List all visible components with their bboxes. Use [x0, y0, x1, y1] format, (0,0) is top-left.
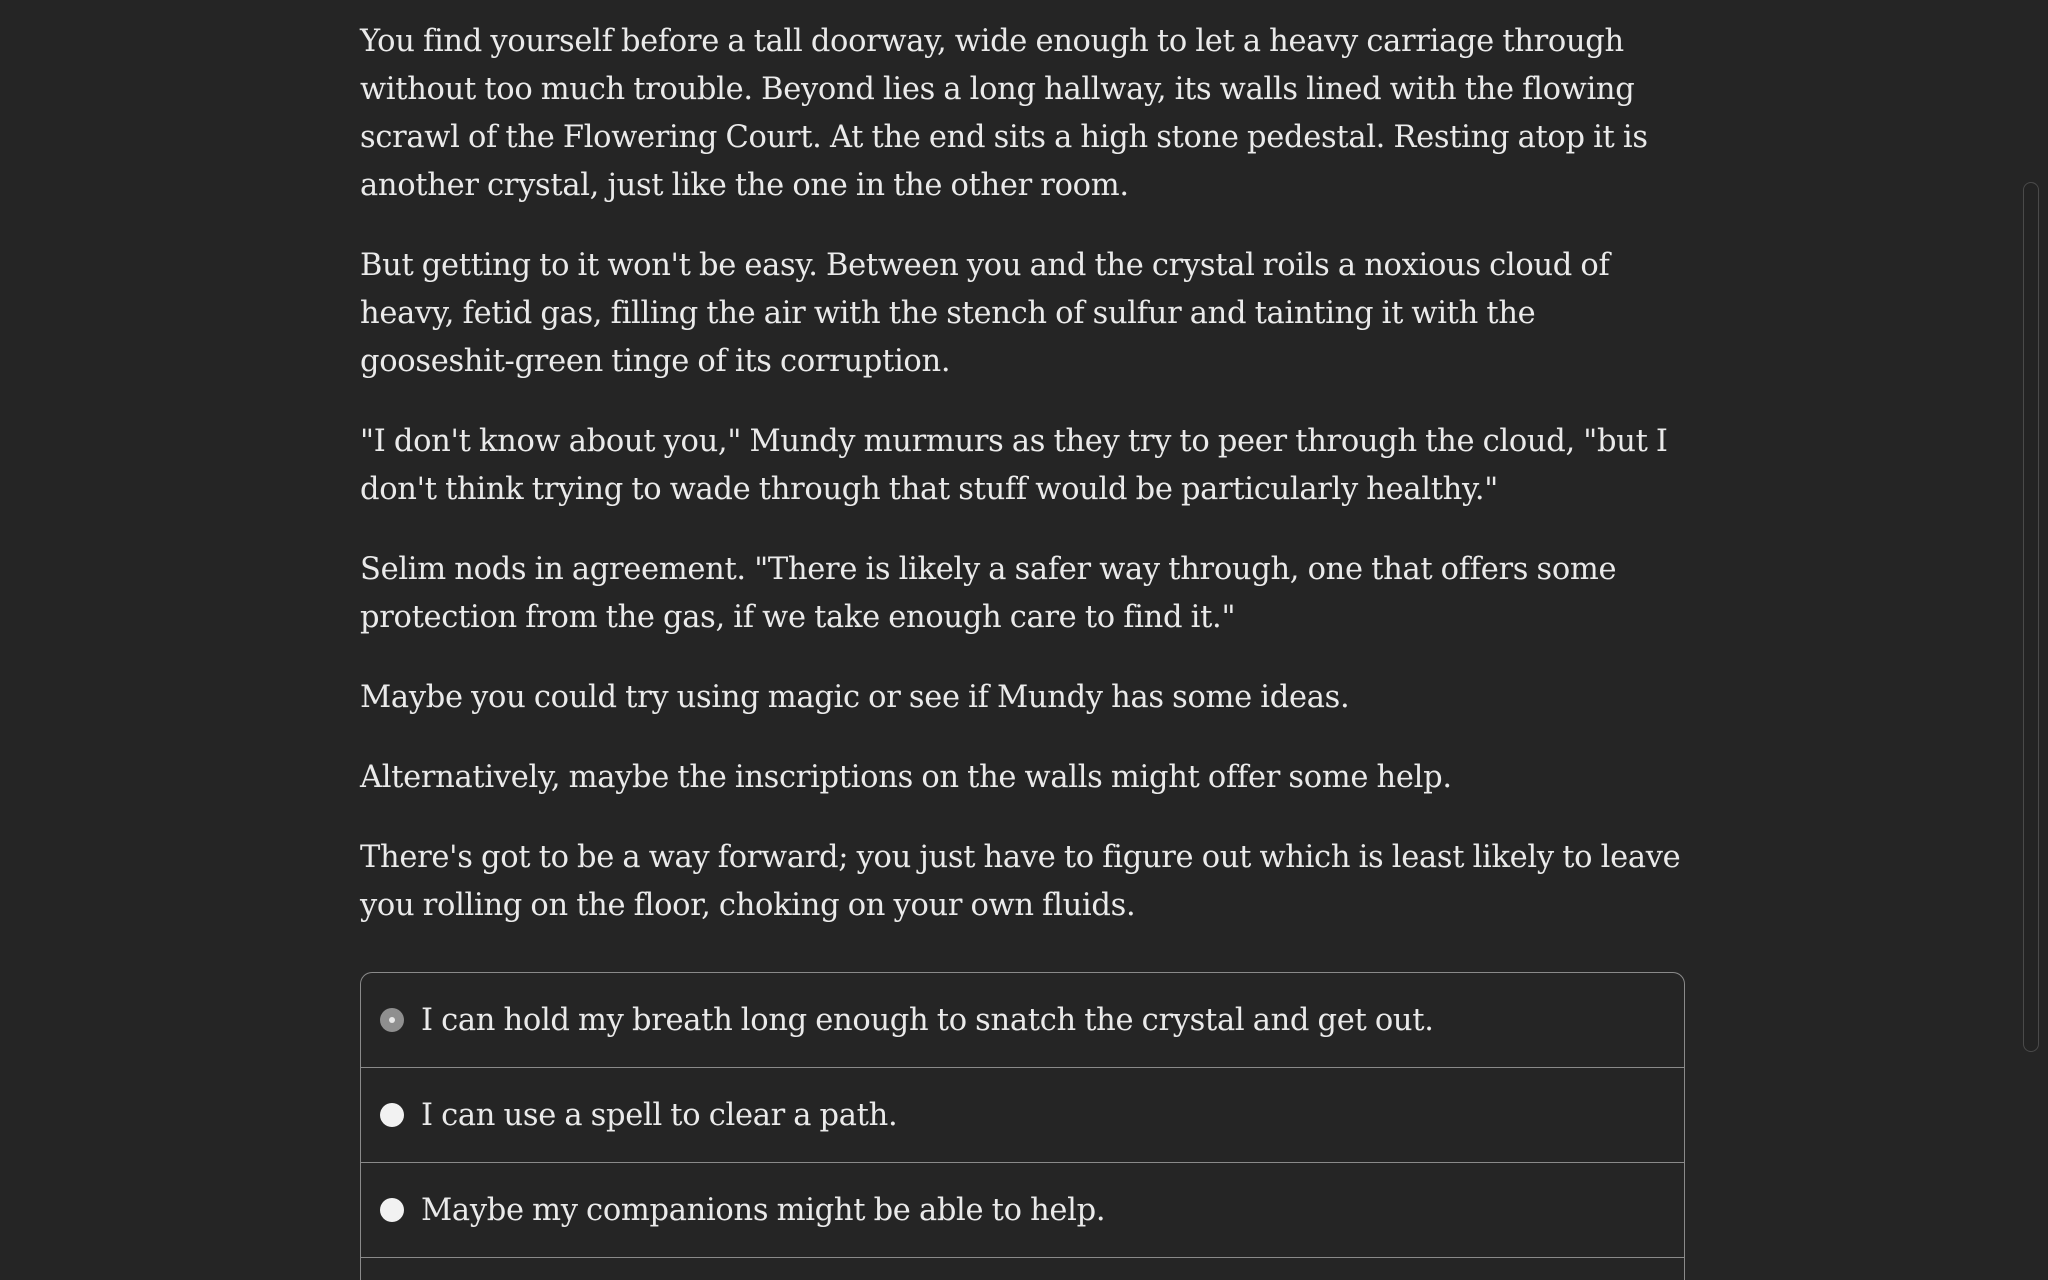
story-paragraph: There's got to be a way forward; you just have to figure out which is least likely to leave you rolling on the floor, choking on your own fluids. — [360, 840, 1681, 923]
choice-option-spell[interactable] — [361, 1068, 1684, 1163]
story-paragraph: You find yourself before a tall doorway, wide enough to let a heavy carriage through without too much trouble. Beyond lies a long hallway, its walls lined with the flowing scrawl of the Flowering Court. At the end sits a high stone pedestal. Resting atop it is another crystal, just like the one in the other room. — [360, 24, 1648, 203]
story-container — [360, 18, 1685, 1280]
scrollbar[interactable] — [2022, 0, 2048, 1280]
story-paragraph: Alternatively, maybe the inscriptions on the walls might offer some help. — [360, 760, 1452, 795]
story-paragraph: "I don't know about you," Mundy murmurs as they try to peer through the cloud, "but I don't think trying to wade through that stuff would be particularly healthy." — [360, 424, 1668, 507]
choice-option-companions[interactable] — [361, 1163, 1684, 1258]
radio-button[interactable] — [380, 1198, 404, 1222]
story-paragraph: But getting to it won't be easy. Between you and the crystal roils a noxious cloud of heavy, fetid gas, filling the air with the stench of sulfur and tainting it with the gooseshit-green tinge of its corruption. — [360, 248, 1610, 379]
story-paragraph: Maybe you could try using magic or see if Mundy has some ideas. — [360, 680, 1350, 715]
choice-option-partial[interactable] — [361, 1258, 1684, 1280]
choice-label: Maybe my companions might be able to help. — [421, 1192, 1106, 1228]
radio-button[interactable] — [380, 1103, 404, 1127]
choice-label: I can hold my breath long enough to snatch the crystal and get out. — [421, 1002, 1434, 1038]
choice-list — [360, 972, 1685, 1280]
radio-button-selected[interactable] — [380, 1008, 404, 1032]
story-paragraph: Selim nods in agreement. "There is likely a safer way through, one that offers some protection from the gas, if we take enough care to find it." — [360, 552, 1617, 635]
scrollbar-thumb[interactable] — [2023, 182, 2039, 1052]
choice-label: I can use a spell to clear a path. — [421, 1097, 898, 1133]
choice-option-hold-breath[interactable] — [361, 973, 1684, 1068]
